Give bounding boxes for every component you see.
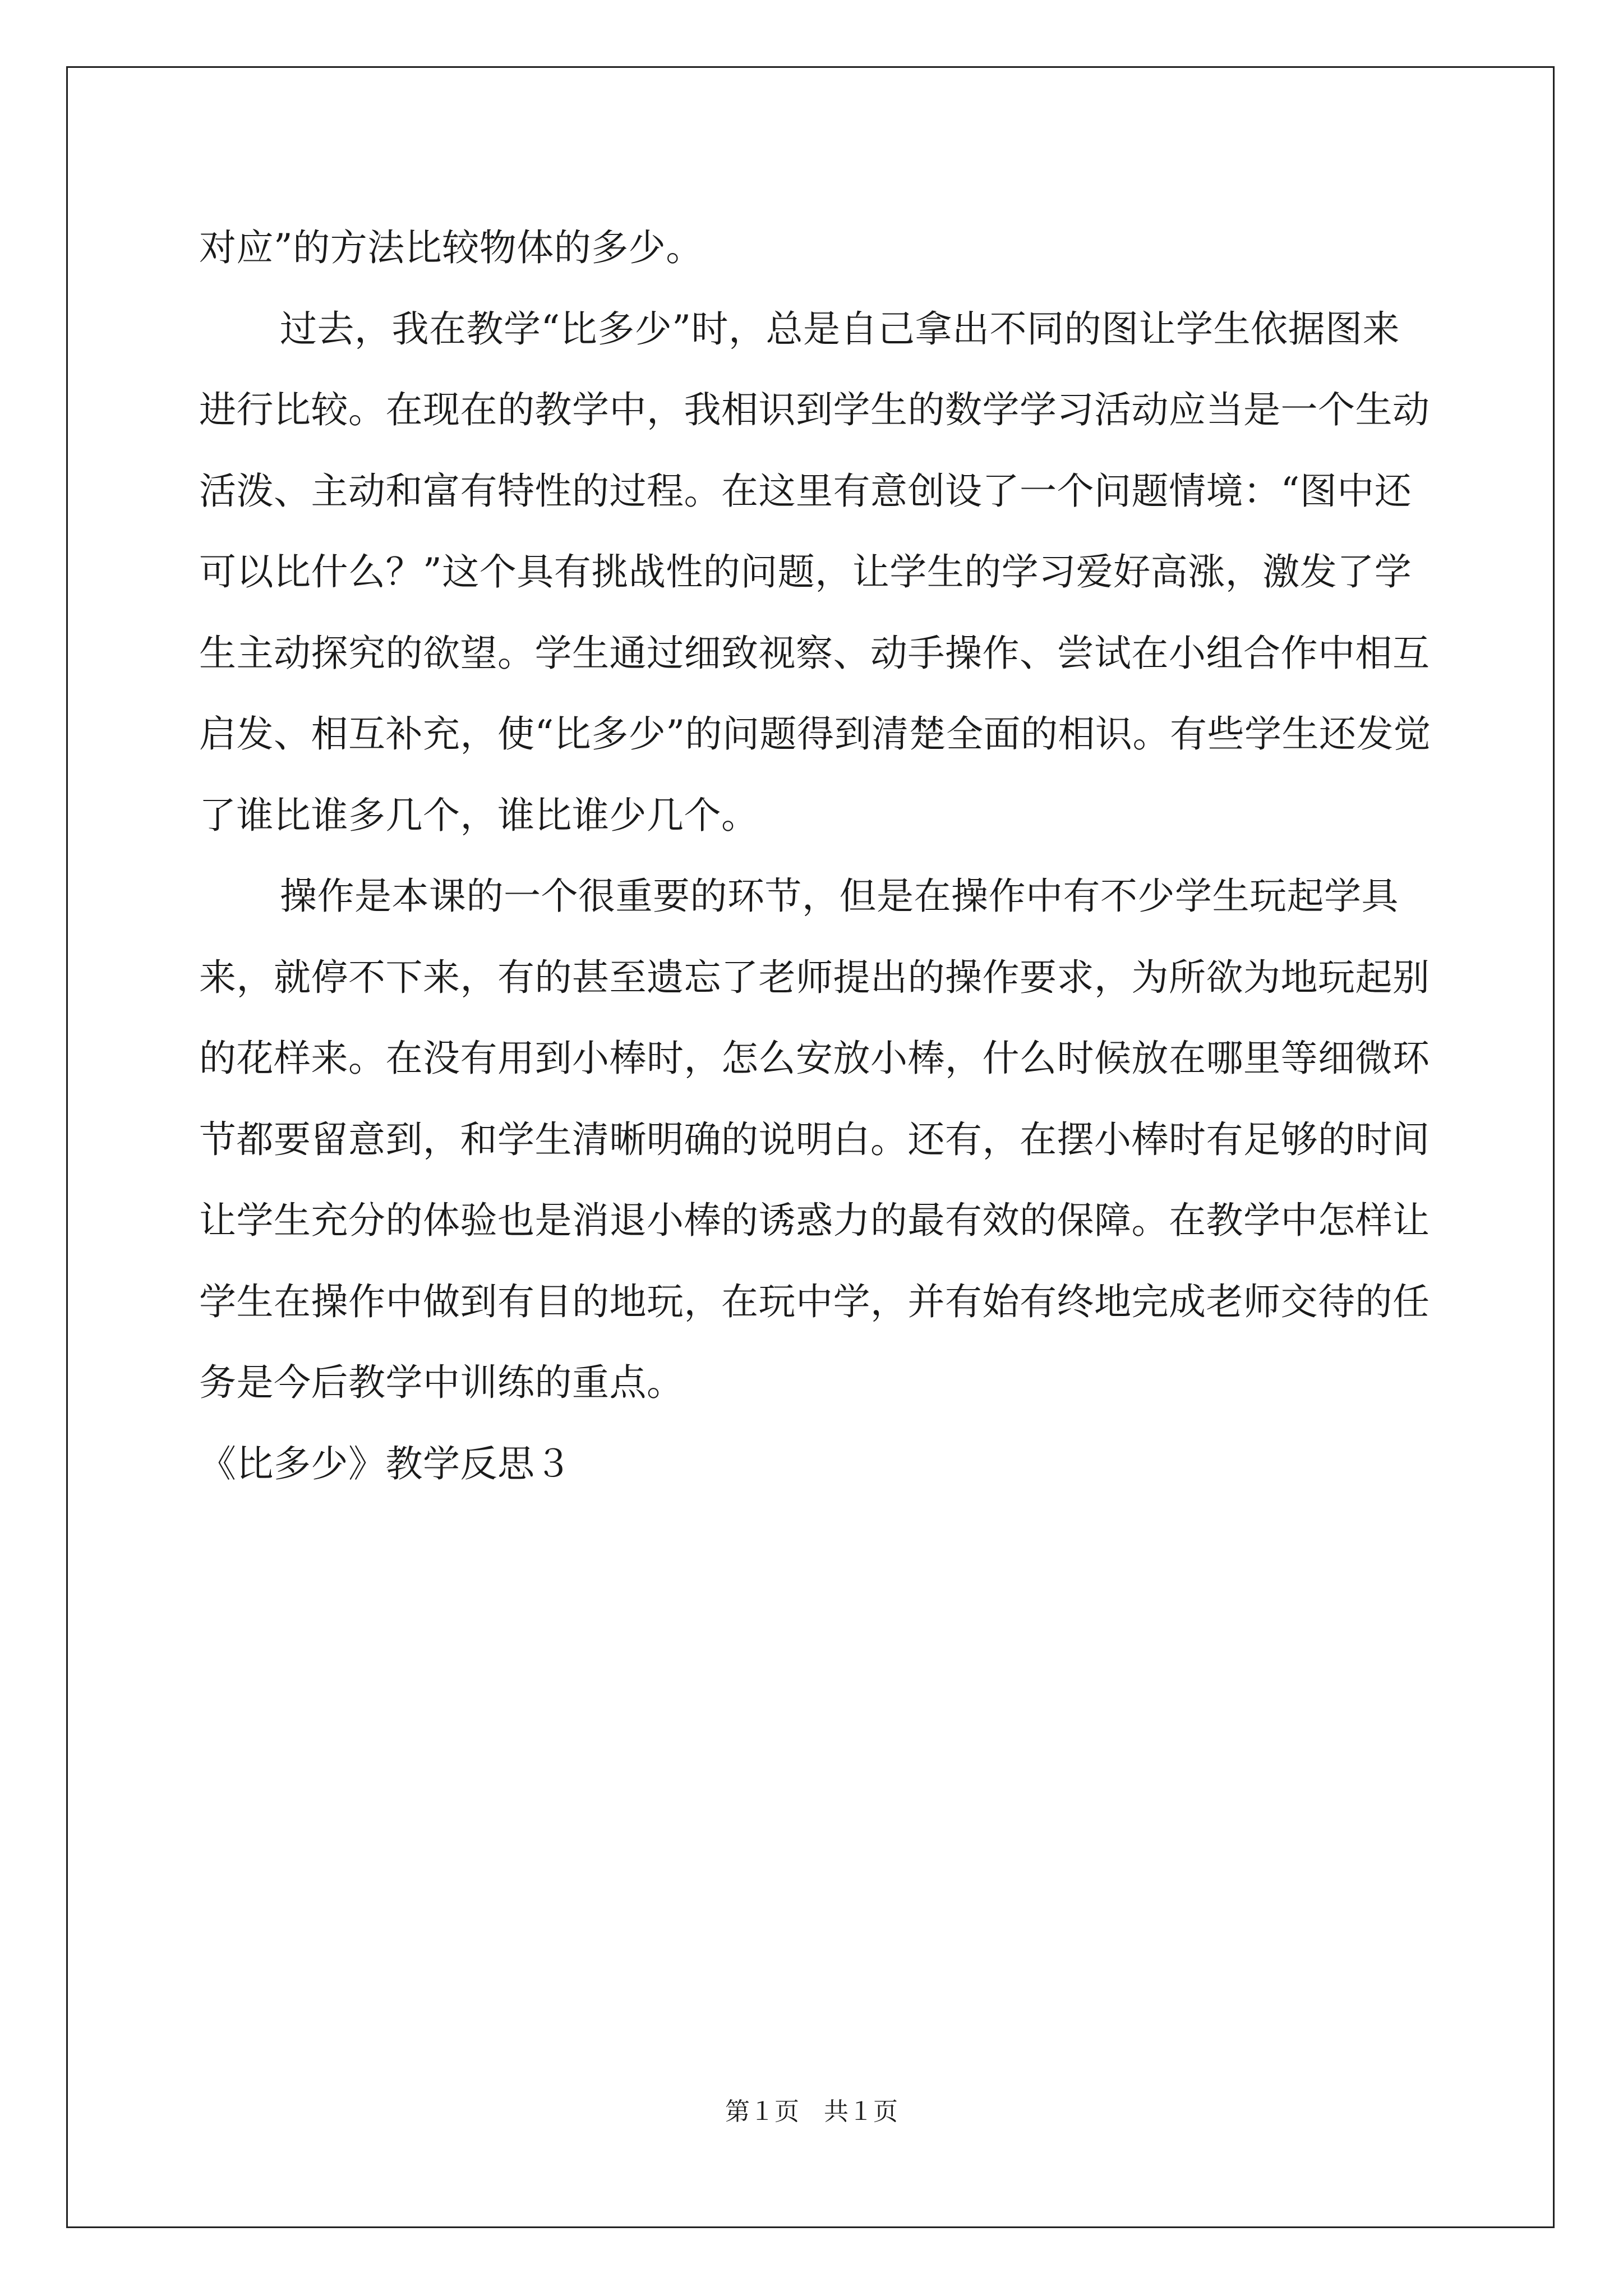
- page-footer: 第１页 共１页: [725, 2097, 898, 2126]
- section-heading: 《比多少》教学反思３: [199, 1442, 572, 1485]
- paragraph-operation: 操作是本课的一个很重要的环节，但是在操作中有不少学生玩起学具来，就停不下来，有的甚至遗忘了老师提出的操作要求，为所欲为地玩起别的花样来。在没有用到小棒时，怎么安放小棒，什么时候放在哪里等细微环节都要留意到，和学生清晰明确的说明白。还有，在摆小棒时有足够的时间让学生充分的体验也是消退小棒的诱惑力的最有效的保障。在教学中怎样让学生在操作中做到有目的地玩，在玩中学，并有始有终地完成老师交待的任务是今后教学中训练的重点。: [199, 875, 1430, 1404]
- paragraph-continuation: 对应”的方法比较物体的多少。: [199, 226, 703, 269]
- document-body: [199, 208, 1433, 1504]
- paragraph-past-teaching: 过去，我在教学“比多少”时，总是自己拿出不同的图让学生依据图来进行比较。在现在的教学中，我相识到学生的数学学习活动应当是一个生动活泼、主动和富有特性的过程。在这里有意创设了一个问题情境：“图中还可以比什么？”这个具有挑战性的问题，让学生的学习爱好高涨，激发了学生主动探究的欲望。学生通过细致视察、动手操作、尝试在小组合作中相互启发、相互补充，使“比多少”的问题得到清楚全面的相识。有些学生还发觉了谁比谁多几个，谁比谁少几个。: [199, 307, 1431, 837]
